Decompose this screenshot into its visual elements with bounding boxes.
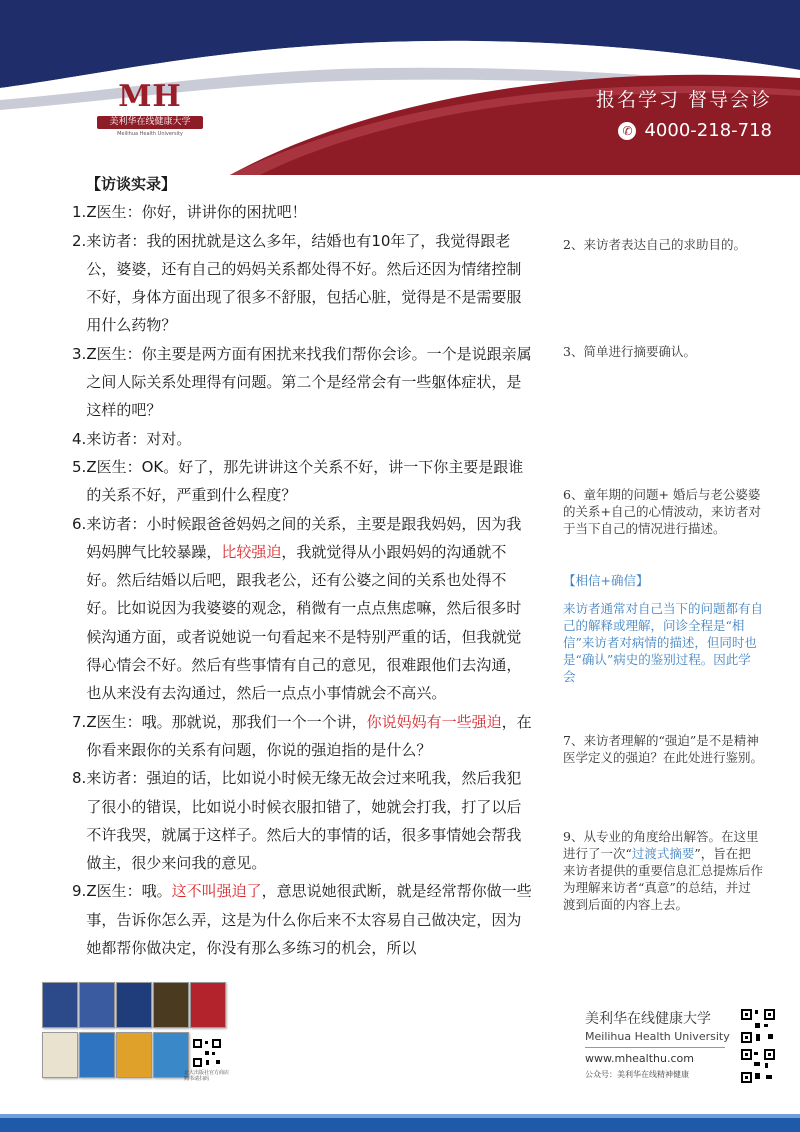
qr-caption: 北大出版社官方商店 购书请扫码 xyxy=(184,1070,230,1082)
item-text: 来访者：强迫的话，比如说小时候无缘无故会过来吼我，然后我犯了很小的错误，比如说小时候衣服扣错了，她就会打我，打了以后不许我哭，就属于这样子。然后大的事情的话，很多事情她会帮我做主，很少来问我的意见。 xyxy=(86,769,522,873)
item-number: 7. xyxy=(72,712,87,731)
header-phone xyxy=(596,118,772,144)
phone-icon: ✆ xyxy=(618,122,636,140)
item-text: Z医生：OK。好了，那先讲讲这个关系不好，讲一下你主要是跟谁的关系不好，严重到什么程度？ xyxy=(86,457,524,505)
university-logo xyxy=(100,80,200,152)
item-number: 2. xyxy=(72,231,87,250)
book-cover xyxy=(116,982,152,1028)
logo-english: Meilihua Health University xyxy=(117,131,183,137)
section-title: 【访谈实录】 xyxy=(86,175,177,193)
item-number: 1. xyxy=(72,203,87,222)
logo-ribbon: 美利华在线健康大学 xyxy=(97,116,203,129)
item-number: 5. xyxy=(72,457,87,476)
item-number: 9. xyxy=(72,882,87,901)
dialogue-item xyxy=(72,340,532,425)
highlight-text: 这不叫强迫了 xyxy=(171,882,262,901)
book-cover xyxy=(42,1032,78,1078)
item-number: 4. xyxy=(72,429,87,448)
dialogue-item xyxy=(72,198,532,226)
book-cover xyxy=(79,1032,115,1078)
book-cover xyxy=(42,982,78,1028)
book-cover xyxy=(79,982,115,1028)
book-cover xyxy=(190,982,226,1028)
side-note-9: 9、从专业的角度给出解答。在这里进行了一次“过渡式摘要”，旨在把来访者提供的重要信息汇总提炼后作为理解来访者“真意”的总结，并过渡到后面的内容上去。 xyxy=(563,829,764,912)
side-note-tag-body: 来访者通常对自己当下的问题都有自己的解释或理解，问诊全程是“相信”来访者对病情的描述，但同时也是“确认”病史的鉴别过程。因此学会 xyxy=(563,601,764,684)
logo-mark: MH xyxy=(118,79,182,114)
item-text: Z医生：你主要是两方面有困扰来找我们帮你会诊。一个是说跟亲属之间人际关系处理得有问题。第二个是经常会有一些躯体症状，是这样的吧？ xyxy=(86,344,532,420)
footer-brand-en: Meilihua Health University xyxy=(585,1030,730,1043)
qr-code-icon xyxy=(740,1048,776,1084)
side-note-2: 2、来访者表达自己的求助目的。 xyxy=(563,237,746,252)
header-slogan: 报名学习 督导会诊 xyxy=(595,89,772,111)
item-number: 3. xyxy=(72,344,87,363)
footer-wechat: 公众号：美利华在线精神健康 xyxy=(585,1070,689,1079)
dialogue-item xyxy=(72,708,532,765)
book-gallery xyxy=(42,982,262,1082)
item-text: 来访者：小时候跟爸爸妈妈之间的关系，主要是跟我妈妈，因为我妈妈脾气比较暴躁，比较强迫，我就觉得从小跟妈妈的沟通就不好。然后结婚以后吧，跟我老公，还有公婆之间的关系也处得不好。比如说因为我婆婆的观念，稍微有一点点焦虑嘛，然后很多时候沟通方面，或者说她说一句看起来不是特别严重的话，但我就觉得心情会不好。然后有些事情有自己的意见，很难跟他们去沟通，也从来没有去沟通过，然后一点点小事情就会不高兴。 xyxy=(86,514,522,703)
side-note-3: 3、简单进行摘要确认。 xyxy=(563,344,696,359)
dialogue-item xyxy=(72,453,532,510)
book-cover xyxy=(116,1032,152,1078)
item-text: 来访者：对对。 xyxy=(86,429,192,448)
footer-brand xyxy=(585,1008,735,1080)
side-note-6: 6、童年期的问题+ 婚后与老公婆婆的关系+自己的心情波动，来访者对于当下自己的情况进行描述。 xyxy=(563,487,761,536)
item-text: Z医生：你好，讲讲你的困扰吧！ xyxy=(86,203,307,222)
side-note-tag: 【相信+确信】 xyxy=(563,573,649,588)
highlight-text: 你说妈妈有一些强迫 xyxy=(366,712,502,731)
footer-brand-cn: 美利华在线健康大学 xyxy=(585,1011,711,1027)
qr-code-icon xyxy=(740,1008,776,1044)
footer-band xyxy=(0,1110,800,1132)
divider xyxy=(585,1047,725,1048)
dialogue-item xyxy=(72,510,532,708)
dialogue-item xyxy=(72,877,532,962)
item-text: Z医生：哦。那就说，那我们一个一个讲，你说妈妈有一些强迫，在你看来跟你的关系有问题，你说的强迫指的是什么？ xyxy=(86,712,532,759)
item-number: 8. xyxy=(72,769,87,788)
dialogue-item xyxy=(72,227,532,340)
footer-url: www.mhealthu.com xyxy=(585,1052,694,1065)
highlight-text: 比较强迫 xyxy=(221,542,282,561)
item-text: 来访者：我的困扰就是这么多年，结婚也有10年了，我觉得跟老公，婆婆，还有自己的妈妈关系都处得不好。然后还因为情绪控制不好，身体方面出现了很多不舒服，包括心脏，觉得是不是需要服用什么药物？ xyxy=(86,231,522,335)
phone-number: 4000-218-718 xyxy=(644,120,772,141)
qr-code-icon xyxy=(192,1038,222,1068)
side-note-link: 过渡式摘要 xyxy=(631,846,695,861)
interview-transcript xyxy=(72,170,532,962)
book-cover xyxy=(153,982,189,1028)
dialogue-item xyxy=(72,764,532,877)
dialogue-item xyxy=(72,425,532,453)
side-note-7: 7、来访者理解的“强迫”是不是精神医学定义的强迫？在此处进行鉴别。 xyxy=(563,733,764,765)
header-contact xyxy=(596,88,772,144)
item-number: 6. xyxy=(72,514,87,533)
item-text: Z医生：哦。这不叫强迫了，意思说她很武断，就是经常帮你做一些事，告诉你怎么弄，这是为什么你后来不太容易自己做决定，因为她都帮你做决定，你没有那么多练习的机会，所以 xyxy=(86,882,532,958)
